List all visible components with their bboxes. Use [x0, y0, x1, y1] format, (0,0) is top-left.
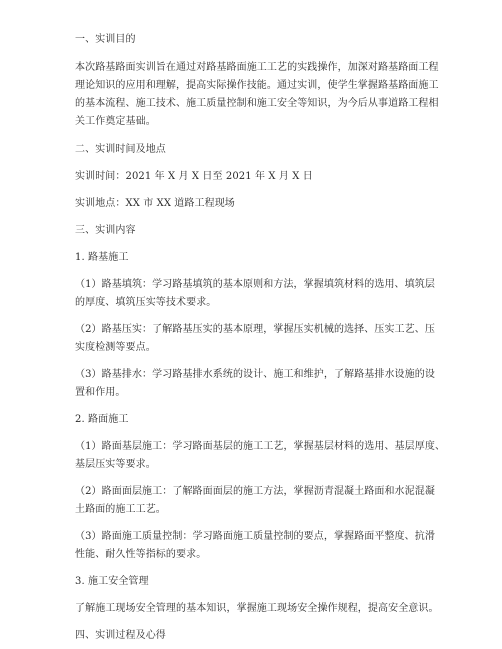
subsection-heading-subgrade: 1. 路基施工: [75, 252, 129, 263]
list-item-line: （3）路基排水：学习路基排水系统的设计、施工和维护，了解路基排水设施的设: [75, 369, 435, 380]
paragraph-line: 了解施工现场安全管理的基本知识，掌握施工现场安全操作规程，提高安全意识。: [75, 603, 439, 614]
training-location: 实训地点：XX 市 XX 道路工程现场: [75, 198, 235, 209]
paragraph-line: 本次路基路面实训旨在通过对路基路面施工工艺的实践操作，加深对路基路面工程: [75, 62, 439, 73]
list-item-line: 性能、耐久性等指标的要求。: [75, 549, 207, 560]
list-item-line: （1）路面基层施工：学习路面基层的施工工艺，掌握基层材料的选用、基层厚度、: [75, 441, 446, 452]
section-heading-content: 三、实训内容: [75, 225, 136, 236]
section-heading-process: 四、实训过程及心得: [75, 630, 166, 641]
list-item-line: （2）路面面层施工：了解路面面层的施工方法，掌握沥青混凝土路面和水泥混凝: [75, 486, 435, 497]
list-item-line: 基层压实等要求。: [75, 459, 156, 470]
list-item-line: 实度检测等要点。: [75, 342, 156, 353]
subsection-heading-pavement: 2. 路面施工: [75, 414, 129, 425]
list-item-line: 置和作用。: [75, 387, 126, 398]
list-item-line: 土路面的施工工艺。: [75, 504, 166, 515]
subsection-heading-safety: 3. 施工安全管理: [75, 576, 149, 587]
paragraph-line: 关工作奠定基础。: [75, 116, 156, 127]
list-item-line: （3）路面施工质量控制：学习路面施工质量控制的要点，掌握路面平整度、抗滑: [75, 531, 435, 542]
training-time: 实训时间：2021 年 X 月 X 日至 2021 年 X 月 X 日: [75, 171, 313, 182]
paragraph-line: 的基本流程、施工技术、施工质量控制和施工安全等知识，为今后从事道路工程相: [75, 98, 439, 109]
list-item-line: （1）路基填筑：学习路基填筑的基本原则和方法，掌握填筑材料的选用、填筑层: [75, 279, 435, 290]
section-heading-time-place: 二、实训时间及地点: [75, 144, 166, 155]
paragraph-line: 理论知识的应用和理解，提高实际操作技能。通过实训，使学生掌握路基路面施工: [75, 80, 439, 91]
list-item-line: （2）路基压实：了解路基压实的基本原理，掌握压实机械的选择、压实工艺、压: [75, 324, 435, 335]
list-item-line: 的厚度、填筑压实等技术要求。: [75, 297, 217, 308]
section-heading-purpose: 一、实训目的: [75, 34, 136, 45]
